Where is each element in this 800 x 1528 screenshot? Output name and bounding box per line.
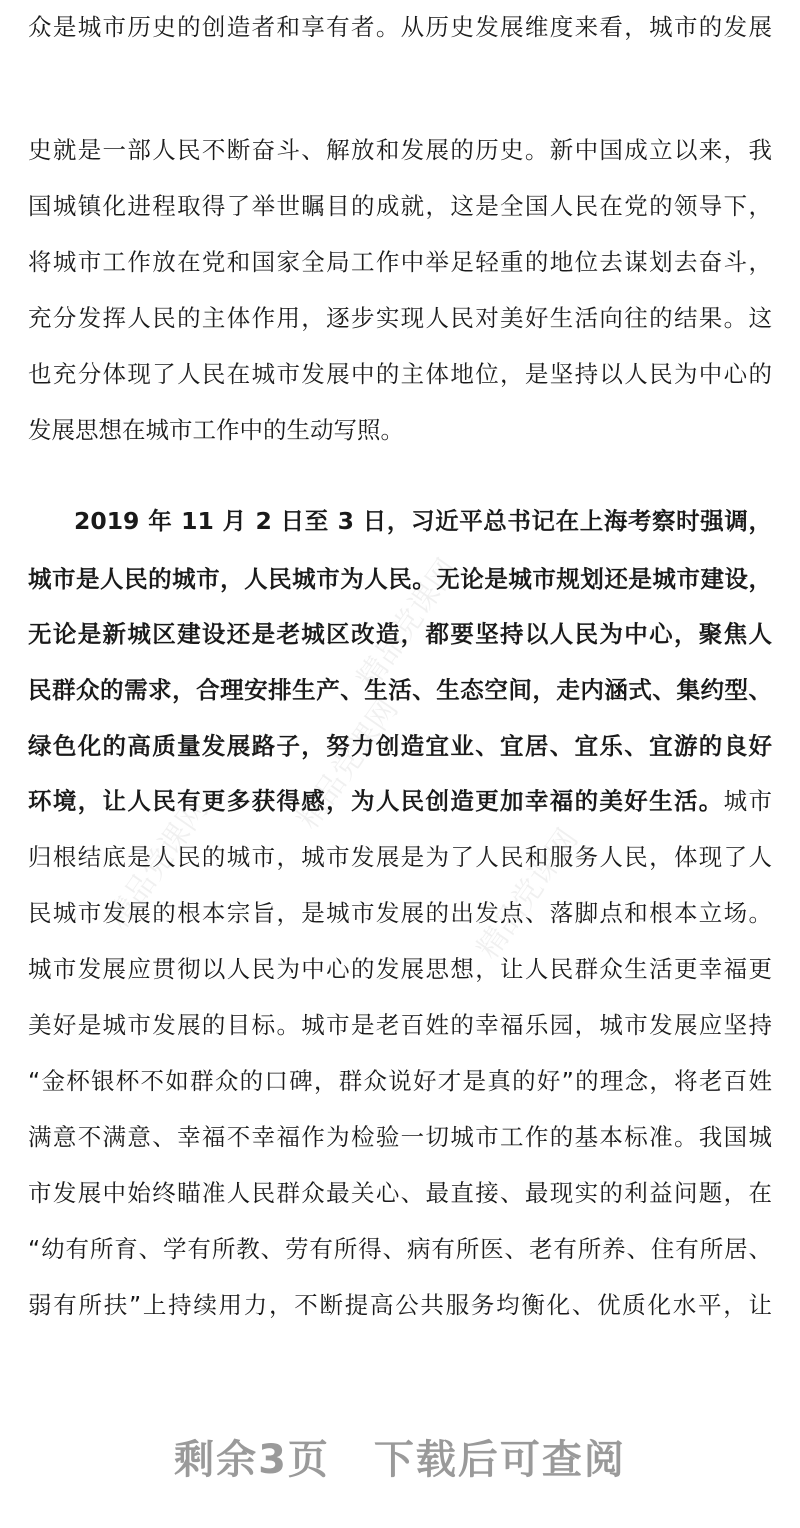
text-line: “幼有所育、学有所教、劳有所得、病有所医、老有所养、住有所居、: [28, 1235, 772, 1263]
watermark: 精品党课网: [470, 822, 586, 966]
bold-text: 环境，让人民有更多获得感，为人民创造更加幸福的美好生活。: [28, 787, 724, 815]
text-line: 充分发挥人民的主体作用，逐步实现人民对美好生活向往的结果。这: [28, 304, 772, 332]
watermark: 精品党课网: [100, 792, 216, 936]
watermark: 精品党课网: [350, 552, 466, 696]
download-to-view-label[interactable]: 下载后可查阅: [373, 1437, 626, 1483]
text-line: 将城市工作放在党和国家全局工作中举足轻重的地位去谋划去奋斗，: [28, 248, 772, 276]
text-line-bold: 城市是人民的城市，人民城市为人民。无论是城市规划还是城市建设，: [28, 565, 772, 593]
watermark: 精品党课网: [290, 692, 406, 836]
download-prompt[interactable]: [0, 1428, 800, 1485]
text-line: 美好是城市发展的目标。城市是老百姓的幸福乐园，城市发展应坚持: [28, 1011, 772, 1039]
text-line: 城市发展应贯彻以人民为中心的发展思想，让人民群众生活更幸福更: [28, 955, 772, 983]
text-line: 民城市发展的根本宗旨，是城市发展的出发点、落脚点和根本立场。: [28, 899, 772, 927]
remaining-pages-label: 剩余3页: [174, 1437, 330, 1483]
text-line: 市发展中始终瞄准人民群众最关心、最直接、最现实的利益问题，在: [28, 1179, 772, 1207]
text-line-bold: 民群众的需求，合理安排生产、生活、生态空间，走内涵式、集约型、: [28, 676, 772, 704]
text-line: 发展思想在城市工作中的生动写照。: [28, 416, 404, 444]
text-line: 史就是一部人民不断奋斗、解放和发展的历史。新中国成立以来，我: [28, 136, 772, 164]
text-line: 归根结底是人民的城市，城市发展是为了人民和服务人民，体现了人: [28, 843, 772, 871]
text-line: 满意不满意、幸福不幸福作为检验一切城市工作的基本标准。我国城: [28, 1123, 772, 1151]
text-line-mixed: [28, 786, 772, 816]
text-line: 弱有所扶”上持续用力，不断提高公共服务均衡化、优质化水平，让: [28, 1291, 772, 1319]
text-line-bold: 2019 年 11 月 2 日至 3 日，习近平总书记在上海考察时强调，: [74, 507, 772, 535]
text-line: 也充分体现了人民在城市发展中的主体地位，是坚持以人民为中心的: [28, 360, 772, 388]
normal-text: 城市: [723, 787, 773, 815]
text-line-bold: 无论是新城区建设还是老城区改造，都要坚持以人民为中心，聚焦人: [28, 620, 772, 648]
text-line: 国城镇化进程取得了举世瞩目的成就，这是全国人民在党的领导下，: [28, 192, 772, 220]
text-line: “金杯银杯不如群众的口碑，群众说好才是真的好”的理念，将老百姓: [28, 1067, 772, 1095]
text-line: 众是城市历史的创造者和享有者。从历史发展维度来看，城市的发展: [28, 13, 772, 41]
text-line-bold: 绿色化的高质量发展路子，努力创造宜业、宜居、宜乐、宜游的良好: [28, 732, 772, 760]
